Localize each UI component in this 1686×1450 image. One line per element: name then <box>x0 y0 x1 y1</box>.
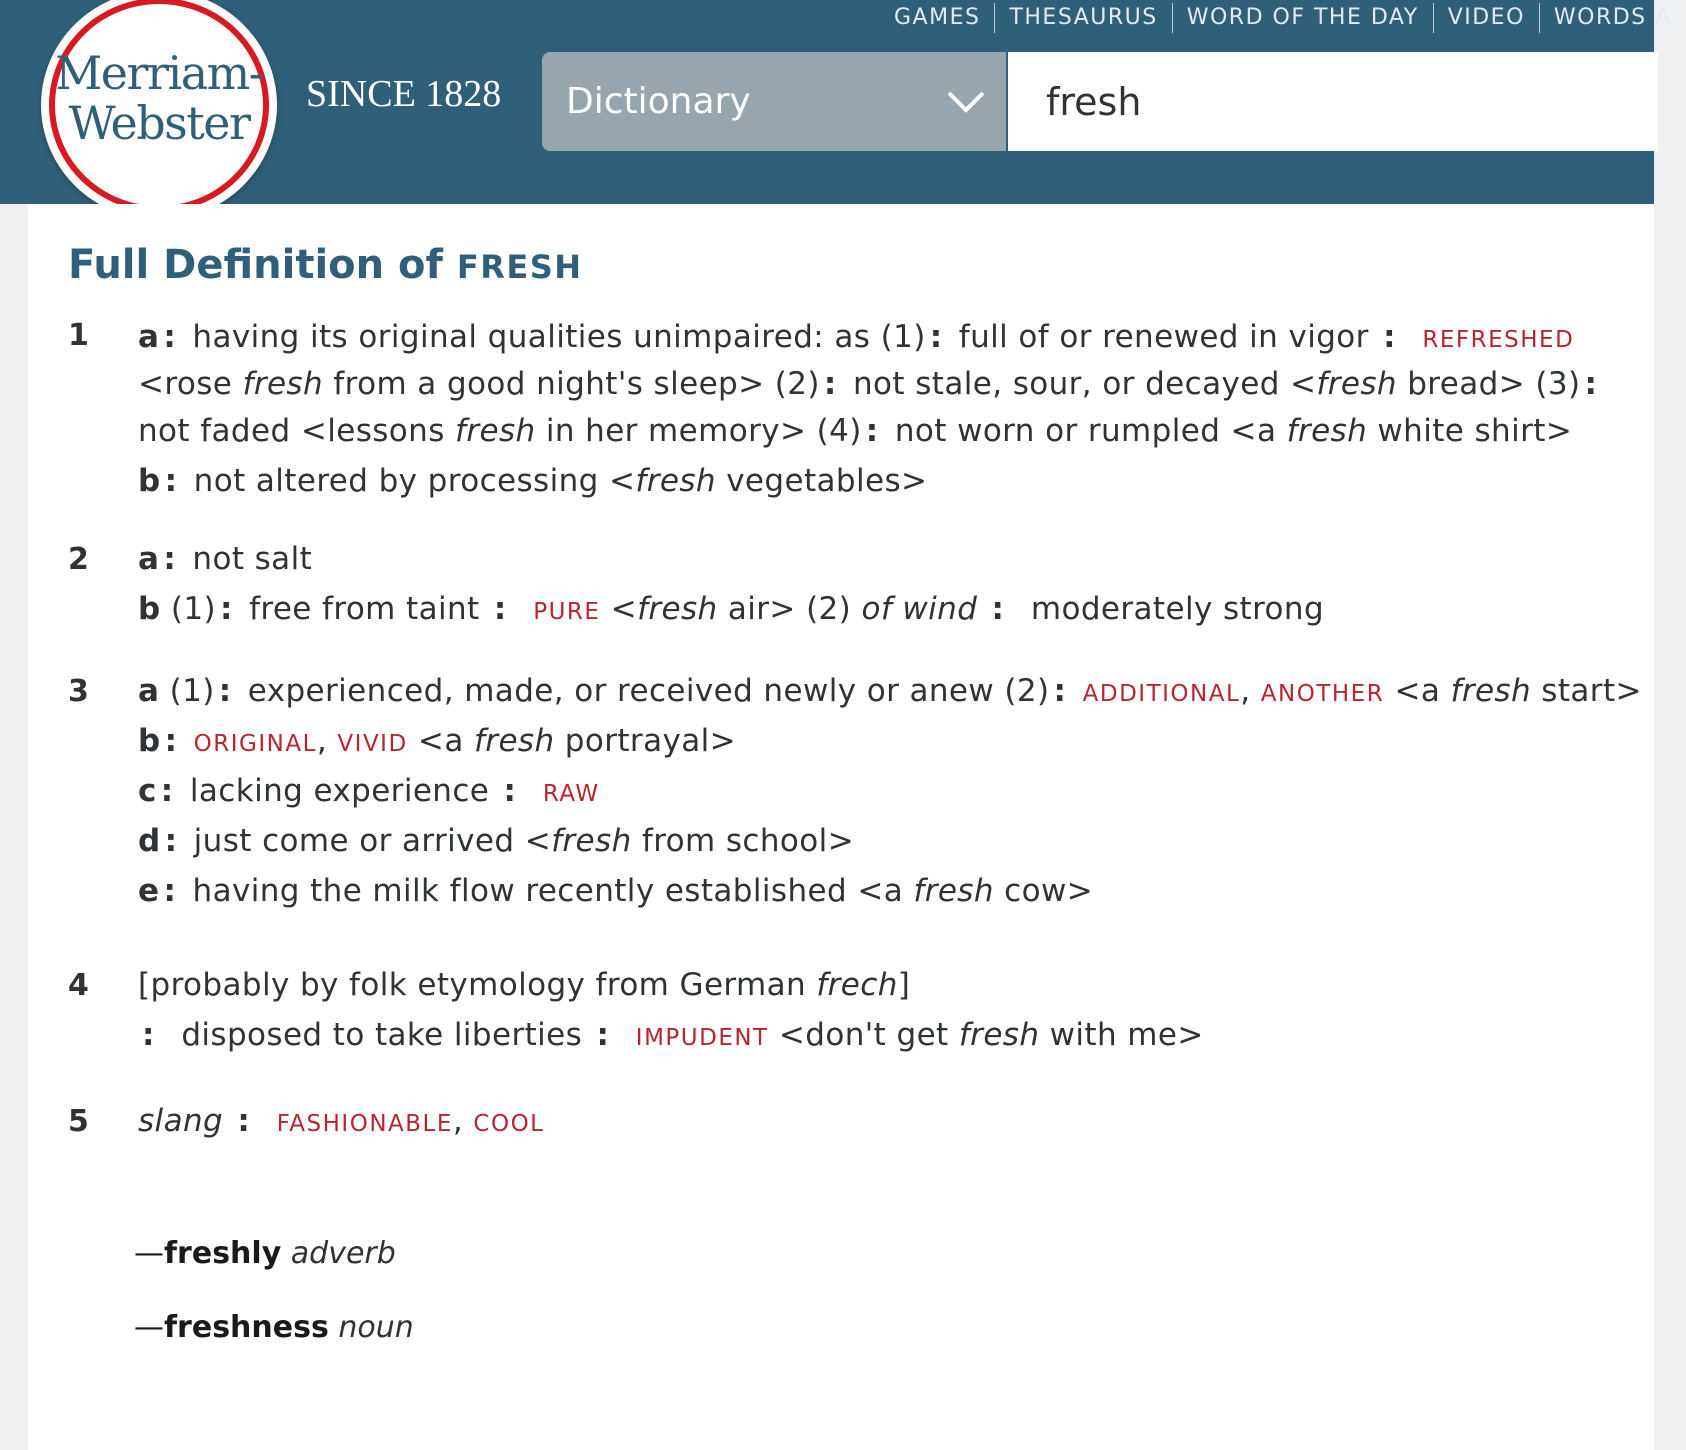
example-headword: fresh <box>455 413 536 449</box>
sense-2a-line: a : not salt <box>138 541 313 577</box>
run-on-part-of-speech: adverb <box>290 1236 396 1271</box>
merriam-webster-logo[interactable] <box>41 0 277 220</box>
example-text: vegetables <box>726 463 902 499</box>
example-headword: fresh <box>637 591 718 627</box>
example-text: white shirt <box>1377 413 1546 449</box>
main-content <box>28 204 1654 1450</box>
since-tagline: SINCE 1828 <box>306 73 502 115</box>
subsense-number: (1) <box>169 673 215 709</box>
etymology-line <box>138 962 1638 1009</box>
logo-line-1: Merriam- <box>55 46 263 100</box>
logo-line-2: Webster <box>68 96 250 150</box>
definition-text: having its original qualities unimpaired: as (1) <box>192 319 926 355</box>
usage-label: slang <box>138 1103 224 1139</box>
example-text: portrayal <box>564 723 710 759</box>
example-text: a <box>883 873 904 909</box>
example-text: from a good night's sleep <box>333 366 739 402</box>
definition-text: not worn or rumpled <box>894 413 1221 449</box>
definition-text: not stale, sour, or decayed <box>852 366 1280 402</box>
definition-text: not salt <box>192 541 313 577</box>
nav-thesaurus-link[interactable]: THESAURUS <box>994 3 1171 33</box>
sense-letter: a <box>138 541 160 577</box>
sense-1a-line: not faded <lessons fresh in her memory> (4) : not worn or rumpled <a fresh white shirt> <box>138 413 1573 449</box>
synonym-link[interactable]: IMPUDENT <box>635 1025 769 1051</box>
sense-3b-line: b : ORIGINAL, VIVID <a fresh portrayal> <box>138 723 736 759</box>
synonym-link[interactable]: ADDITIONAL <box>1082 681 1241 707</box>
page-title <box>68 242 583 288</box>
definition-text: not faded <box>138 413 291 449</box>
example-text: lessons <box>327 413 445 449</box>
site-header <box>0 0 1672 204</box>
chevron-down-icon <box>946 90 986 114</box>
dictionary-select-label: Dictionary <box>566 81 751 122</box>
etymology-word: frech <box>816 967 898 1003</box>
nav-words-at-play-link[interactable]: WORDS A <box>1539 3 1686 33</box>
synonym-link[interactable]: VIVID <box>337 731 408 757</box>
sense-letter: a <box>138 673 160 709</box>
example-headword: fresh <box>635 463 716 499</box>
example-headword: fresh <box>551 823 632 859</box>
example-headword: fresh <box>242 366 324 402</box>
synonym-link[interactable]: PURE <box>533 599 601 625</box>
example-text: don't get <box>805 1017 949 1053</box>
etymology-text: [probably by folk etymology from German <box>138 967 807 1003</box>
example-text: from school <box>641 823 828 859</box>
sense-letter: b <box>138 591 161 627</box>
sense-letter: d <box>138 823 161 859</box>
run-on-part-of-speech: noun <box>338 1310 414 1345</box>
example-text: rose <box>164 366 233 402</box>
top-nav <box>880 0 1686 36</box>
example-headword: fresh <box>1286 413 1368 449</box>
definition-text: not altered by processing <box>193 463 599 499</box>
subsense-number: (2) <box>806 591 852 627</box>
run-on-entry: —freshness noun <box>134 1310 414 1345</box>
subsense-number: (2) <box>774 366 820 402</box>
sense-1a-line: a : having its original qualities unimpaired: as (1) : full of or renewed in vigor : REFRESHED <box>138 319 1575 355</box>
example-headword: fresh <box>1450 673 1532 709</box>
sense-number: 5 <box>68 1104 89 1139</box>
sense-1b-line: b : not altered by processing <fresh vegetables> <box>138 463 928 499</box>
synonym-link[interactable]: RAW <box>542 781 600 807</box>
synonym-link[interactable]: FASHIONABLE <box>276 1111 453 1137</box>
example-text: a <box>1256 413 1277 449</box>
nav-video-link[interactable]: VIDEO <box>1433 3 1539 33</box>
definition-text: having the milk flow recently established <box>192 873 848 909</box>
example-headword: fresh <box>913 873 994 909</box>
subsense-number: (1) <box>170 591 216 627</box>
run-on-word: freshly <box>164 1236 282 1271</box>
title-prefix: Full Definition of <box>68 242 443 288</box>
example-headword: fresh <box>958 1017 1040 1053</box>
example-text: a <box>1420 673 1441 709</box>
synonym-link[interactable]: COOL <box>473 1111 545 1137</box>
sense-2b-line: b (1) : free from taint : PURE <fresh air> (2) of wind : moderately strong <box>138 591 1325 627</box>
example-text: cow <box>1004 873 1067 909</box>
dictionary-select[interactable] <box>542 52 1006 151</box>
example-text: a <box>444 723 464 759</box>
definition-text: experienced, made, or received newly or anew <box>247 673 995 709</box>
nav-word-of-the-day-link[interactable]: WORD OF THE DAY <box>1172 3 1433 33</box>
example-headword: fresh <box>1316 366 1397 402</box>
run-on-entry: —freshly adverb <box>134 1236 396 1271</box>
sense-letter: a <box>138 319 160 355</box>
sense-3d-line: d : just come or arrived <fresh from school> <box>138 823 855 859</box>
example-text: start <box>1541 673 1616 709</box>
sense-letter: c <box>138 773 157 809</box>
example-text: with me <box>1049 1017 1178 1053</box>
synonym-link[interactable]: REFRESHED <box>1422 327 1575 353</box>
sense-letter: b <box>138 723 161 759</box>
definition-text: moderately strong <box>1030 591 1325 627</box>
definition-text: free from taint <box>249 591 480 627</box>
sense-number: 4 <box>68 968 89 1003</box>
sense-letter: e <box>138 873 160 909</box>
nav-games-link[interactable]: GAMES <box>894 5 981 30</box>
example-text: in her memory <box>545 413 780 449</box>
sense-number: 3 <box>68 674 89 709</box>
logo-text <box>41 48 277 148</box>
subsense-number: (3) <box>1535 366 1581 402</box>
example-text: air <box>727 591 770 627</box>
sense-3e-line: e : having the milk flow recently established <a fresh cow> <box>138 873 1094 909</box>
example-text: bread <box>1407 366 1499 402</box>
subsense-number: (2) <box>1004 673 1050 709</box>
run-on-word: freshness <box>164 1310 329 1345</box>
sense-4-line: : disposed to take liberties : IMPUDENT <don't get fresh with me> <box>142 1017 1204 1053</box>
definition-text: disposed to take liberties <box>181 1017 583 1053</box>
synonym-link[interactable]: ANOTHER <box>1260 681 1385 707</box>
synonym-link[interactable]: ORIGINAL <box>193 731 317 757</box>
sense-5-line: slang : FASHIONABLE, COOL <box>138 1103 545 1139</box>
sense-letter: b <box>138 463 161 499</box>
etymology-close: ] <box>897 967 911 1003</box>
title-headword: FRESH <box>456 248 583 286</box>
definition-text: just come or arrived <box>193 823 515 859</box>
subsense-number: (4) <box>816 413 862 449</box>
usage-label: of wind <box>861 591 978 627</box>
example-headword: fresh <box>473 723 555 759</box>
sense-number: 2 <box>68 542 89 577</box>
sense-number: 1 <box>68 318 89 353</box>
definition-text: lacking experience <box>189 773 490 809</box>
definition-text: full of or renewed in vigor <box>958 319 1369 355</box>
sense-3c-line: c : lacking experience : RAW <box>138 773 600 809</box>
sense-3a-line: a (1) : experienced, made, or received newly or anew (2) : ADDITIONAL, ANOTHER <a fresh start> <box>138 673 1642 709</box>
sense-1a-line: <rose fresh from a good night's sleep> (2) : not stale, sour, or decayed <fresh bread> (3) : <box>138 366 1598 402</box>
search-input[interactable] <box>1008 52 1658 151</box>
